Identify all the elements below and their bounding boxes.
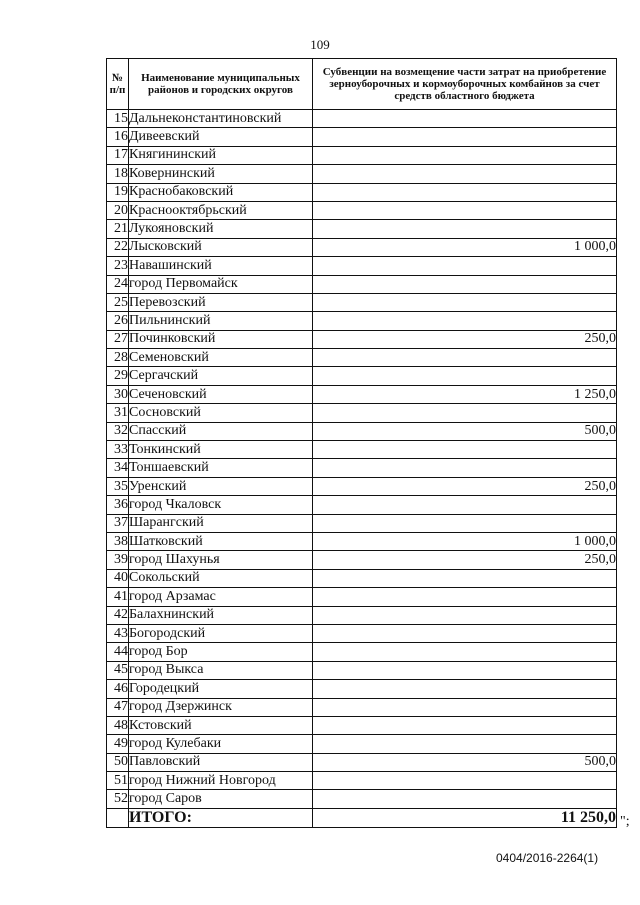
total-label: ИТОГО: — [129, 808, 313, 827]
row-name: город Арзамас — [129, 588, 313, 606]
row-name: Дальнеконстантиновский — [129, 110, 313, 128]
table-body — [107, 110, 617, 809]
table-row — [107, 404, 617, 422]
table-row — [107, 716, 617, 734]
row-num: 31 — [107, 404, 129, 422]
table-row — [107, 790, 617, 808]
row-name: Перевозский — [129, 293, 313, 311]
row-name: Краснобаковский — [129, 183, 313, 201]
row-name: Сергачский — [129, 367, 313, 385]
row-name: Богородский — [129, 624, 313, 642]
table-row — [107, 532, 617, 550]
table-header-row — [107, 59, 617, 110]
row-value — [313, 275, 617, 293]
row-name: город Кулебаки — [129, 735, 313, 753]
row-value — [313, 661, 617, 679]
table-row — [107, 110, 617, 128]
row-value — [313, 349, 617, 367]
table-row — [107, 606, 617, 624]
table-row — [107, 772, 617, 790]
row-num: 23 — [107, 257, 129, 275]
row-value: 1 000,0 — [313, 238, 617, 256]
row-name: Семеновский — [129, 349, 313, 367]
header-value: Субвенции на возмещение части затрат на приобретение зерноуборочных и кормоуборочных комбайнов за счет средств областного бюджета — [313, 59, 617, 110]
row-num: 21 — [107, 220, 129, 238]
table-row — [107, 753, 617, 771]
row-value — [313, 165, 617, 183]
row-value — [313, 257, 617, 275]
table-row — [107, 312, 617, 330]
row-num: 18 — [107, 165, 129, 183]
table-row — [107, 551, 617, 569]
row-name: город Дзержинск — [129, 698, 313, 716]
table-row — [107, 680, 617, 698]
row-value — [313, 716, 617, 734]
table-row — [107, 146, 617, 164]
table-row — [107, 698, 617, 716]
row-value — [313, 183, 617, 201]
row-value — [313, 735, 617, 753]
row-name: Балахнинский — [129, 606, 313, 624]
header-name: Наименование муниципальных районов и городских округов — [129, 59, 313, 110]
row-name: Пильнинский — [129, 312, 313, 330]
row-name: Починковский — [129, 330, 313, 348]
table-row — [107, 588, 617, 606]
row-value — [313, 790, 617, 808]
table-row — [107, 330, 617, 348]
row-name: Сеченовский — [129, 385, 313, 403]
row-value: 500,0 — [313, 422, 617, 440]
row-num: 29 — [107, 367, 129, 385]
closing-mark: "; — [620, 814, 630, 829]
row-value: 250,0 — [313, 330, 617, 348]
row-value — [313, 404, 617, 422]
table-row — [107, 367, 617, 385]
total-value: 11 250,0 — [313, 808, 617, 827]
row-value — [313, 624, 617, 642]
table-row — [107, 735, 617, 753]
table-row — [107, 624, 617, 642]
row-num: 45 — [107, 661, 129, 679]
row-num: 48 — [107, 716, 129, 734]
row-name: город Бор — [129, 643, 313, 661]
row-num: 32 — [107, 422, 129, 440]
table-row — [107, 385, 617, 403]
total-num — [107, 808, 129, 827]
row-value — [313, 312, 617, 330]
row-num: 47 — [107, 698, 129, 716]
table-row — [107, 128, 617, 146]
row-value — [313, 220, 617, 238]
row-name: Кстовский — [129, 716, 313, 734]
row-num: 20 — [107, 201, 129, 219]
row-name: Лукояновский — [129, 220, 313, 238]
row-name: город Выкса — [129, 661, 313, 679]
table-row — [107, 275, 617, 293]
row-name: город Нижний Новгород — [129, 772, 313, 790]
row-num: 40 — [107, 569, 129, 587]
row-name: Тонкинский — [129, 441, 313, 459]
row-value — [313, 293, 617, 311]
row-name: Шатковский — [129, 532, 313, 550]
row-num: 39 — [107, 551, 129, 569]
row-num: 30 — [107, 385, 129, 403]
row-value — [313, 772, 617, 790]
row-name: город Чкаловск — [129, 496, 313, 514]
row-num: 28 — [107, 349, 129, 367]
table-row — [107, 477, 617, 495]
row-num: 33 — [107, 441, 129, 459]
row-num: 34 — [107, 459, 129, 477]
row-value — [313, 496, 617, 514]
row-value: 1 000,0 — [313, 532, 617, 550]
row-value — [313, 146, 617, 164]
row-name: Уренский — [129, 477, 313, 495]
row-value: 250,0 — [313, 477, 617, 495]
table-row — [107, 165, 617, 183]
row-value — [313, 459, 617, 477]
row-num: 43 — [107, 624, 129, 642]
table-row — [107, 293, 617, 311]
table-row — [107, 459, 617, 477]
row-value: 500,0 — [313, 753, 617, 771]
table-row — [107, 643, 617, 661]
table-row — [107, 422, 617, 440]
row-num: 49 — [107, 735, 129, 753]
row-value — [313, 643, 617, 661]
row-name: Дивеевский — [129, 128, 313, 146]
row-num: 15 — [107, 110, 129, 128]
row-name: Краснооктябрьский — [129, 201, 313, 219]
row-num: 17 — [107, 146, 129, 164]
row-value — [313, 367, 617, 385]
row-value — [313, 128, 617, 146]
row-num: 41 — [107, 588, 129, 606]
row-name: Павловский — [129, 753, 313, 771]
row-num: 44 — [107, 643, 129, 661]
row-num: 35 — [107, 477, 129, 495]
row-num: 42 — [107, 606, 129, 624]
row-num: 36 — [107, 496, 129, 514]
row-name: город Первомайск — [129, 275, 313, 293]
row-num: 24 — [107, 275, 129, 293]
row-name: Сокольский — [129, 569, 313, 587]
row-num: 46 — [107, 680, 129, 698]
row-name: Шарангский — [129, 514, 313, 532]
row-value — [313, 698, 617, 716]
row-value — [313, 110, 617, 128]
header-num: № п/п — [107, 59, 129, 110]
row-name: город Шахунья — [129, 551, 313, 569]
row-name: Спасский — [129, 422, 313, 440]
row-num: 38 — [107, 532, 129, 550]
row-num: 37 — [107, 514, 129, 532]
row-name: Сосновский — [129, 404, 313, 422]
row-num: 51 — [107, 772, 129, 790]
table-row — [107, 661, 617, 679]
row-num: 50 — [107, 753, 129, 771]
table-row — [107, 441, 617, 459]
total-row — [107, 808, 617, 827]
row-num: 22 — [107, 238, 129, 256]
table-row — [107, 201, 617, 219]
row-name: Городецкий — [129, 680, 313, 698]
table-row — [107, 569, 617, 587]
row-value — [313, 201, 617, 219]
table-row — [107, 238, 617, 256]
table-row — [107, 496, 617, 514]
row-name: Ковернинский — [129, 165, 313, 183]
table-row — [107, 514, 617, 532]
row-num: 52 — [107, 790, 129, 808]
row-value — [313, 569, 617, 587]
row-value — [313, 441, 617, 459]
row-name: Навашинский — [129, 257, 313, 275]
table-row — [107, 220, 617, 238]
row-num: 19 — [107, 183, 129, 201]
row-num: 25 — [107, 293, 129, 311]
row-value: 250,0 — [313, 551, 617, 569]
row-num: 27 — [107, 330, 129, 348]
row-num: 26 — [107, 312, 129, 330]
row-value — [313, 514, 617, 532]
row-name: Княгининский — [129, 146, 313, 164]
row-name: Лысковский — [129, 238, 313, 256]
subsidy-table — [106, 58, 617, 828]
document-code: 0404/2016-2264(1) — [496, 851, 599, 865]
page-number: 109 — [310, 37, 330, 52]
row-value — [313, 680, 617, 698]
table-row — [107, 349, 617, 367]
row-name: Тоншаевский — [129, 459, 313, 477]
row-num: 16 — [107, 128, 129, 146]
row-name: город Саров — [129, 790, 313, 808]
row-value — [313, 606, 617, 624]
row-value: 1 250,0 — [313, 385, 617, 403]
row-value — [313, 588, 617, 606]
table-row — [107, 183, 617, 201]
table-row — [107, 257, 617, 275]
